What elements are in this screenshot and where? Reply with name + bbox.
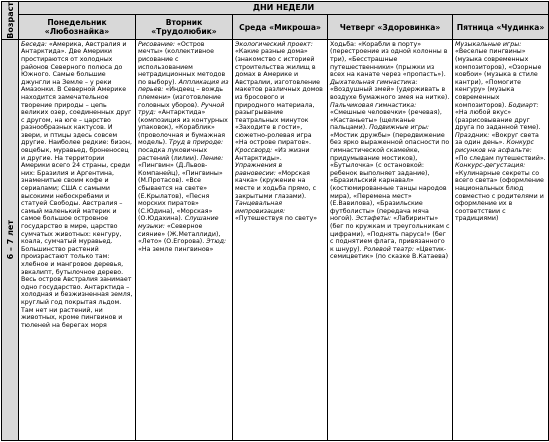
activity-text: «Путешествуя по свету» [235,215,318,223]
activity-text: «Вокруг света за один день». [455,131,539,147]
activity-text: «Антарктида» (композиция из контурных упаковок), «Кораблик» (проволочная и бумажная модель). [138,109,228,147]
day-header-monday: Понедельник «Любознайка» [19,15,136,39]
activity-heading: Рисование: [138,40,175,48]
activity-text: «Веселые пингвины» (музыка современных композиторов), «Озорные ковбои» (музыка в стиле кантри), «Помогите кенгуру» (музыка современных композиторов). [455,48,542,109]
activity-heading: Аппликация из перьев: [138,78,229,94]
activity-heading: Слушание музыки: [138,215,219,230]
activity-heading: Ручной труд: [138,101,225,117]
day-header-tuesday: Вторник «Трудолюбик» [136,15,233,39]
activity-heading: Труд в природе: [167,139,224,147]
activity-heading: Эстафеты: [353,215,392,223]
activity-heading: Кроссворд: [235,147,273,155]
weekly-plan-table [1,1,549,441]
activity-heading: Этюд: [204,238,227,246]
activity-heading: Музыкальные игры: [455,40,522,48]
activity-text: «Северное сияние» (Ж.Металлиди), «Лето» (О.Егорова). [138,223,221,246]
activity-text: «Америка, Австралия и Антарктида». Две Америки простираются от холодных районов Северного полюса до Южного. Самые большие джунгли на Земле – у реки Амазонки. В Северной Америке находится замечательное творение природы – цепь великих озер, соединенных друг с другом, на юге – царство разнообразных кактусов. И звери, и птицы здесь совсем другие. Наиболее редкие: бизон, овцебык, муравьед, броненосец и другие. На территории Америки всего 24 страны, среди них: Бразилия и Аргентина, знаменитые своим кофе и сериалами; США с самыми высокими небоскребами и статуей Свободы. Австралия – самый маленький материк и самое большое островное государство в мире, царство сумчатых животных: кенгуру, коала, сумчатый муравьед. Большинство растений произрастают только там: хлебное и мангровое деревья, эвкалипт, бутылочное дерево. Весь остров Австралия занимает одно государство. Антарктида – холодная и безжизненная земля, круглый год покрытая льдом. Там нет ни растений, ни животных, кроме пингвинов и тюленей на берегах моря [21,40,133,329]
activity-text: «На земле пингвинов» [138,245,214,253]
activity-text: «Пингвин» (Д.Львов-Компанейц), «Пингвины» (М.Протасов). «Все сбывается на свете» (Е.Крылатов), «Песня морских пиратов» (С.Юдина), «Морская» (О.Юдахина). [138,162,223,223]
activity-text: «По следам путешествий». [455,154,546,162]
age-header-cell [2,2,19,40]
activity-heading: Танцевальная импровизация: [235,200,286,215]
activity-heading: Ролевой театр: [361,245,414,253]
activity-text: «Индеец – вождь племени» (изготовление головных уборов). [138,86,223,109]
activity-text: «Из жизни Антарктиды». [235,147,310,162]
day-content-tuesday [136,39,233,440]
activity-text: Ходьба: «Корабли в порту» (перестроение из одной колонны в три), «Бесстрашные путешественники» (прыжки из всех на канате через «пропасть»). [330,40,448,79]
day-content-friday [453,39,549,440]
day-content-thursday [328,39,453,440]
activity-text: «Морская качка» (кружение на месте и ходьба прямо, с закрытыми глазами). [235,169,317,200]
day-content-wednesday [233,39,328,440]
activity-heading: Упражнения в равновесии: [235,162,283,177]
age-header-label: Возраст [5,2,15,39]
activity-text: «На любой вкус» (разрисовывание друг друга по заданной теме). [455,109,541,132]
activity-text: «Воздушный змей» (удерживать в воздухе бумажного змея на нитке). [330,86,450,101]
activity-text: «Остров мечты» (коллективное рисование с использованием нетрадиционных методов по выбору). [138,40,226,86]
activity-text: «Смешные человечки» (речевая), «Кастаньеты» (щелканье пальцами). [330,109,442,132]
age-value: 6 – 7 лет [5,220,15,260]
activity-heading: Экологический проект: [235,40,313,48]
activity-text: «Кулинарные секреты со всего света» (оформление национальных блюд совместно с родителями и оформление их в соответствии с традициями) [455,169,544,223]
activity-text: «Мостик дружбы» (передвижение без ярко выраженной опасности по гимнастической скамейке, придумывание мостиков), «Бутылочка» (с остановкой: ребенок выполняет задание), «Бразильский карнавал» (костюмированные танцы народов мира), «Перемена мест» (Е.Вавилова), «Бразильские футболисты» (передача мяча ногой). [330,131,450,223]
activity-text: «Какие разные дома» (знакомство с историей строительства жилищ в домах в Америке и Австралии, изготовление макетов различных домов из бросового и природного материала, разыгрывание театральных минуток «Заходите в гости», сюжетно-ролевая игра «На острове пиратов». [235,48,323,147]
day-header-wednesday: Среда «Микроша» [233,15,328,39]
day-content-monday [19,39,136,440]
activity-heading: Беседа: [21,40,47,48]
activity-text: «Лабиринты» (бег по кружкам и треугольникам с цифрами), «Поднять паруса!» (бег с поднятием флага, привязанного к шнуру). [330,215,450,253]
day-header-thursday: Четверг «Здоровинка» [328,15,453,39]
activity-heading: Конкурс-дегустация: [455,162,526,170]
activity-heading: Дыхательная гимнастика: [330,78,418,86]
activity-heading: Пение: [198,154,224,162]
activity-text: «Цветик-семицветик» (по сказке В.Катаева) [330,245,449,261]
activity-heading: Праздник: [455,131,490,139]
day-header-friday: Пятница «Чудинка» [453,15,549,39]
age-cell [2,39,19,440]
days-header: ДНИ НЕДЕЛИ [19,2,549,15]
activity-text: посадка луковичных растений (лилии). [138,147,208,162]
activity-heading: Подвижные игры: [367,124,430,132]
activity-heading: Пальчиковая гимнастика: [330,101,417,109]
activity-heading: Конкурс рисунков на асфальте: [455,139,534,155]
activity-heading: Бодиарт: [506,101,539,109]
